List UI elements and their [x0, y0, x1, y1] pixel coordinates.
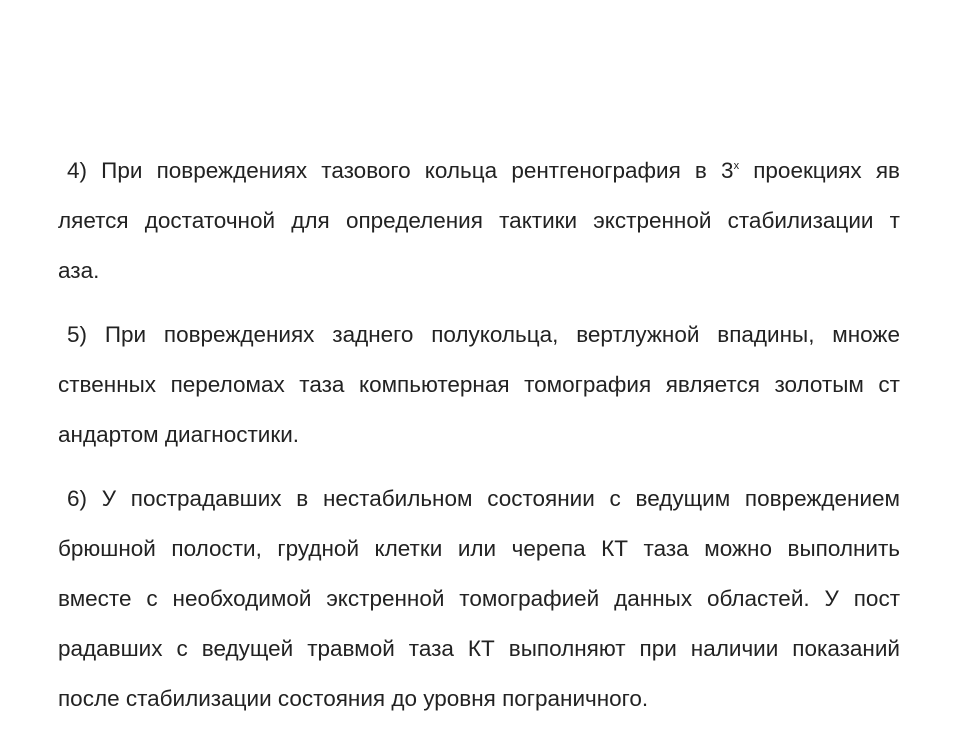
- paragraph-4-line-1-tail: проекциях яв: [739, 158, 900, 183]
- superscript-x: х: [733, 160, 740, 172]
- paragraph-4-line-1-text: 4) При повреждениях тазового кольца рентгенография в 3: [67, 158, 734, 183]
- paragraph-5-line-1: 5) При повреждениях заднего полукольца, вертлужной впадины, множе: [67, 322, 900, 347]
- paragraph-5: [58, 310, 900, 460]
- paragraph-6-line-4: радавших с ведущей травмой таза КТ выполняют при наличии показаний: [58, 636, 900, 661]
- paragraph-6-line-3: вместе с необходимой экстренной томографией данных областей. У пост: [58, 586, 900, 611]
- paragraph-4-line-3: аза.: [58, 258, 100, 283]
- slide-body: [58, 146, 900, 738]
- paragraph-6-line-1: 6) У пострадавших в нестабильном состоянии с ведущим повреждением: [67, 486, 900, 511]
- paragraph-4-line-2: ляется достаточной для определения тактики экстренной стабилизации т: [58, 208, 900, 233]
- paragraph-4-line-1: [58, 146, 900, 196]
- paragraph-6: [58, 474, 900, 724]
- paragraph-6-line-5: после стабилизации состояния до уровня пограничного.: [58, 686, 649, 711]
- paragraph-6-line-2: брюшной полости, грудной клетки или черепа КТ таза можно выполнить: [58, 536, 900, 561]
- paragraph-5-line-3: андартом диагностики.: [58, 422, 300, 447]
- paragraph-5-line-2: ственных переломах таза компьютерная томография является золотым ст: [58, 372, 900, 397]
- paragraph-4: [58, 146, 900, 296]
